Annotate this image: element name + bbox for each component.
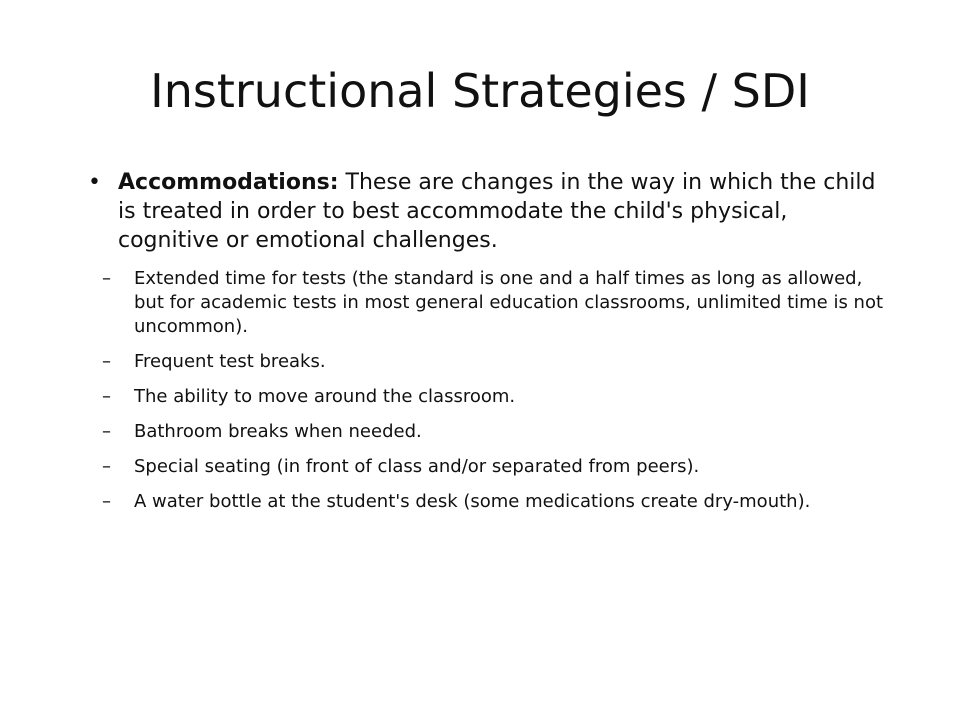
- sub-item-text: The ability to move around the classroom.: [134, 386, 516, 407]
- sub-item: [64, 420, 884, 444]
- dash-marker: –: [102, 268, 111, 289]
- dash-marker: –: [102, 421, 111, 442]
- sub-item-text: Extended time for tests (the standard is one and a half times as long as allowed, but for academic tests in most general education classrooms, unlimited time is not uncommon).: [134, 268, 884, 337]
- sub-item-text: Frequent test breaks.: [134, 351, 326, 372]
- sub-item: [64, 350, 884, 374]
- sub-item: [64, 490, 884, 514]
- dash-marker: –: [102, 351, 111, 372]
- slide-title: Instructional Strategies / SDI: [150, 64, 810, 118]
- dash-marker: –: [102, 456, 111, 477]
- bullet-marker: •: [88, 170, 101, 195]
- sub-item-text: Special seating (in front of class and/or separated from peers).: [134, 456, 700, 477]
- sub-list: [64, 267, 884, 514]
- sub-item: [64, 267, 884, 339]
- sub-item-text: Bathroom breaks when needed.: [134, 421, 422, 442]
- dash-marker: –: [102, 386, 111, 407]
- slide-content: [64, 168, 884, 525]
- sub-item: [64, 385, 884, 409]
- sub-item-text: A water bottle at the student's desk (some medications create dry-mouth).: [134, 491, 811, 512]
- bullet-text: These are changes in the way in which the child is treated in order to best accommodate the child's physical, cognitive or emotional challenges.: [118, 170, 876, 253]
- bullet-accommodations: [64, 168, 884, 255]
- dash-marker: –: [102, 491, 111, 512]
- bullet-label: Accommodations:: [118, 170, 339, 195]
- sub-item: [64, 455, 884, 479]
